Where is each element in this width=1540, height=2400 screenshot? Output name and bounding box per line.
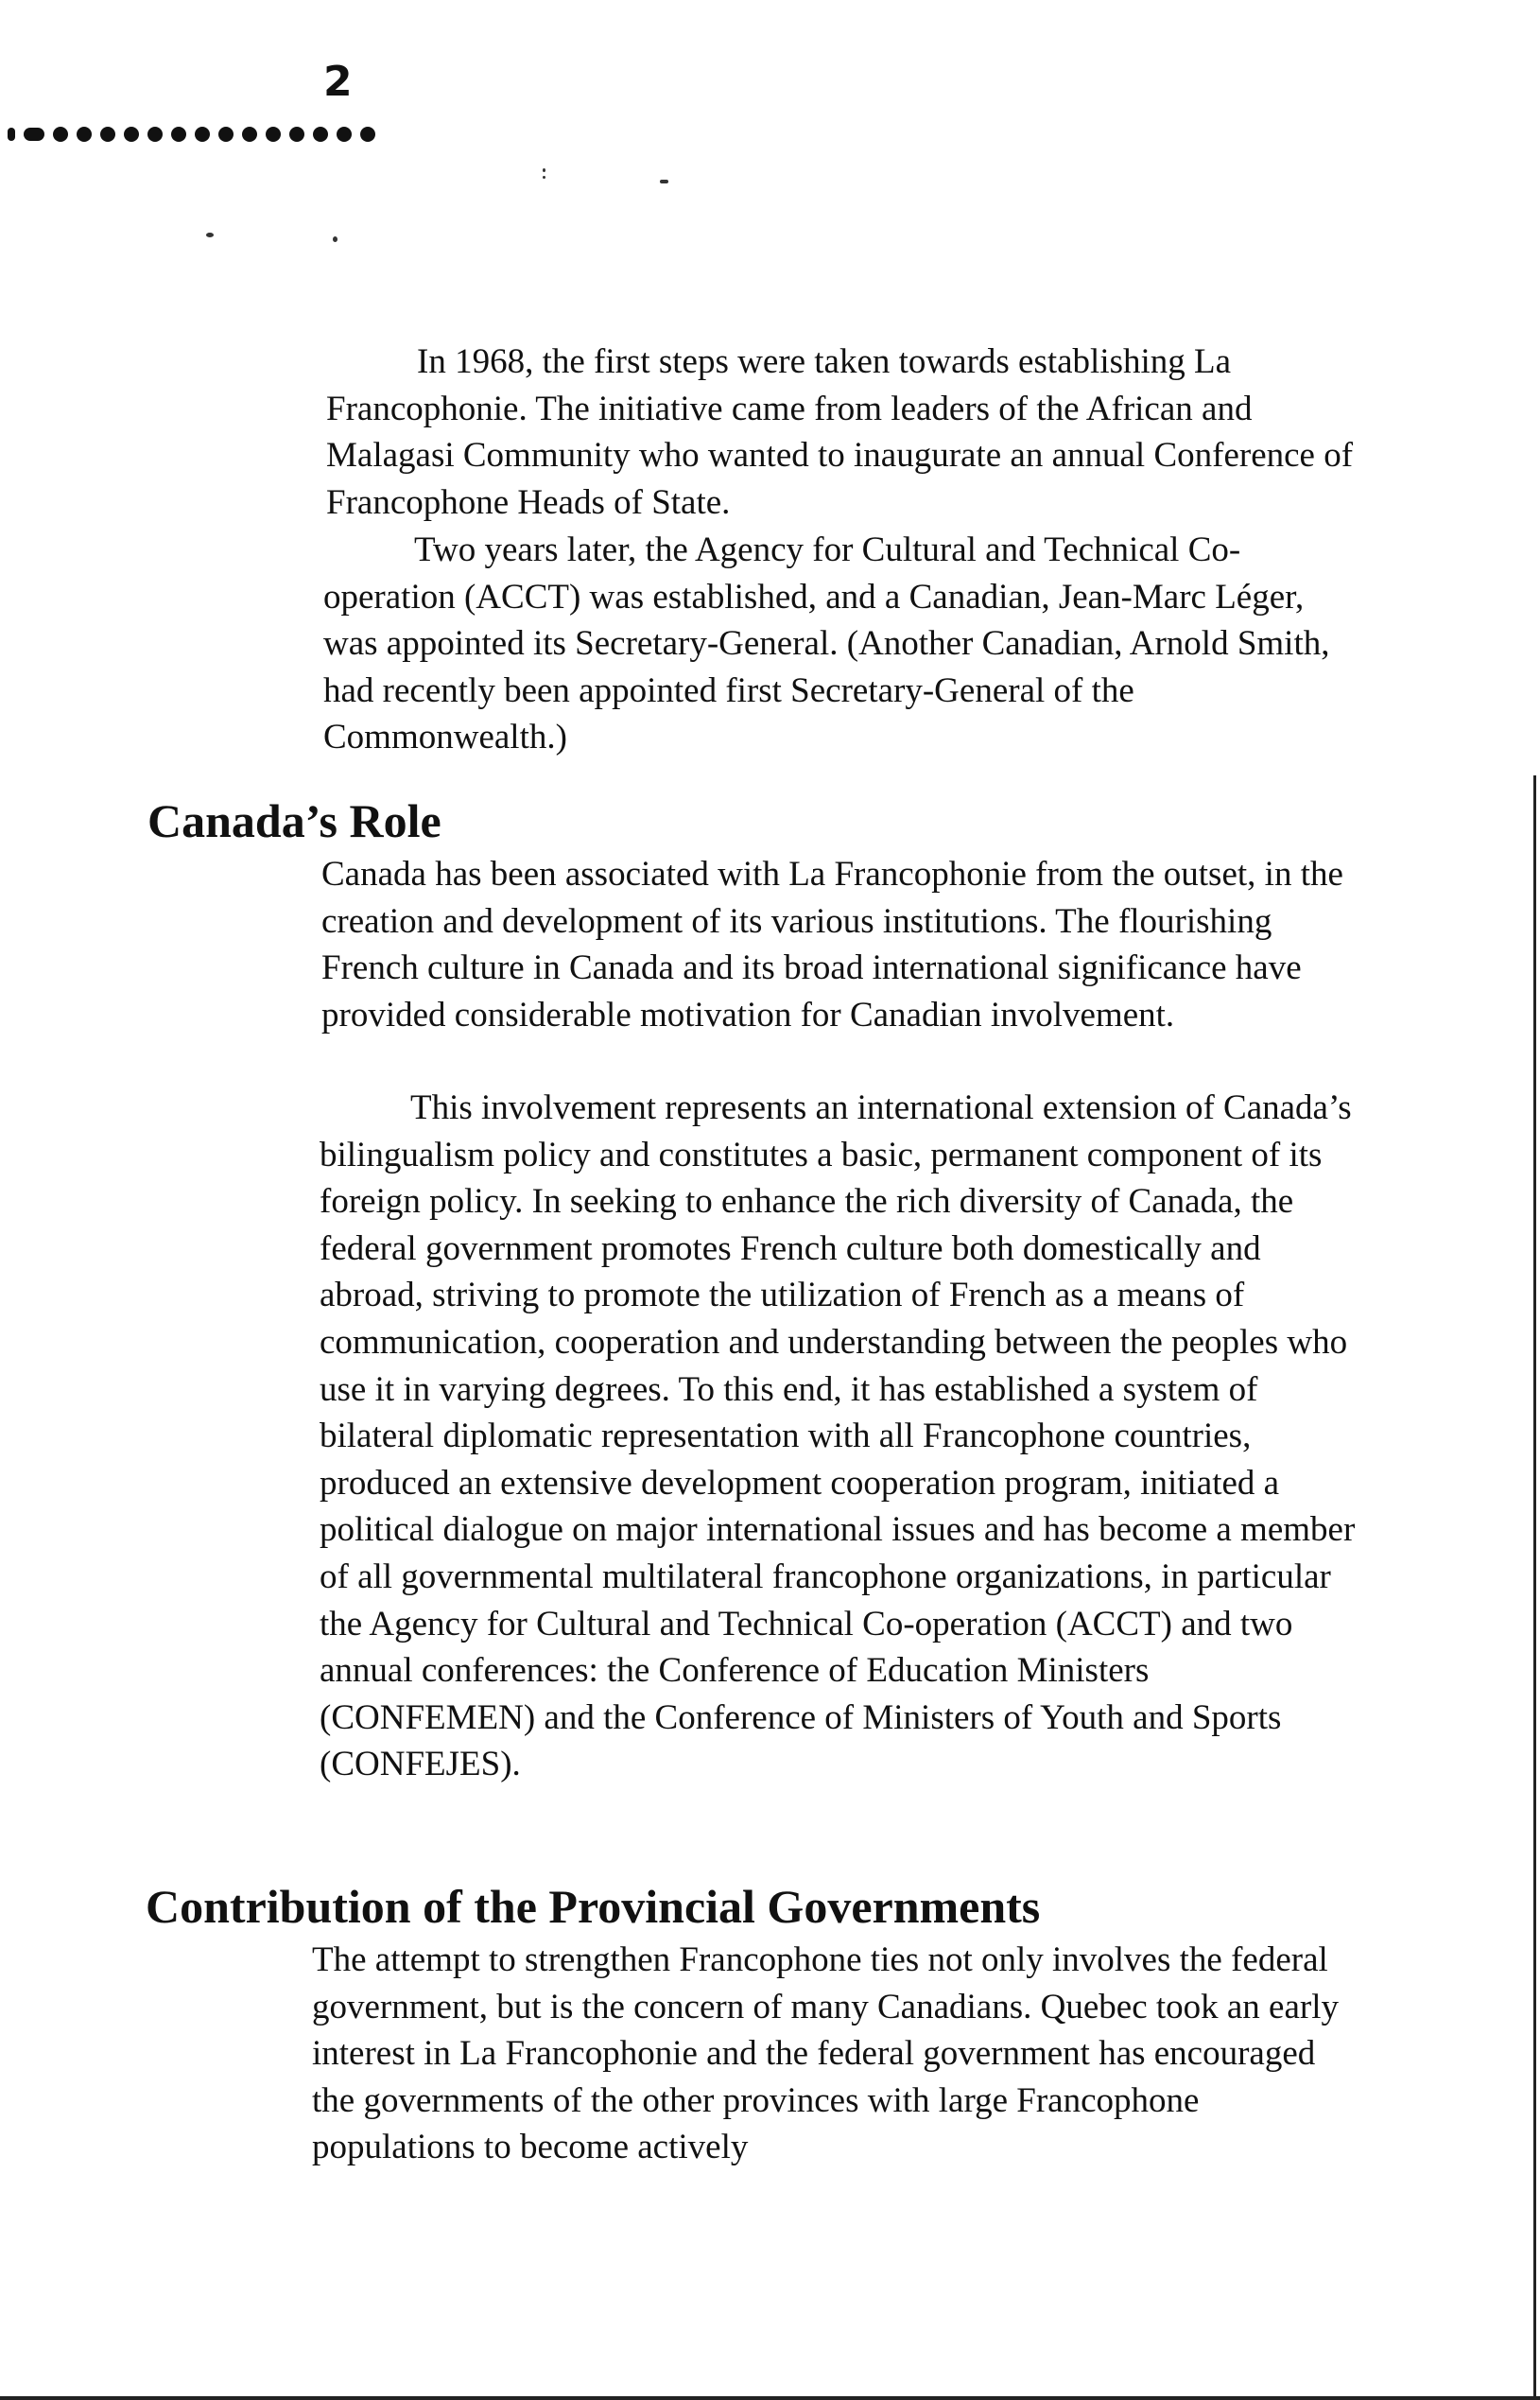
paragraph-text: Two years later, the Agency for Cultural and Technical Co-operation (ACCT) was established, and a Canadian, Jean-Marc Léger, was appointed its Secretary-General. (Another Canadian, Arnold Smith, had recently been appointed first Secretary-General of the Commonwealth.): [323, 530, 1330, 757]
intro-paragraph-2: [323, 527, 1358, 761]
rule-dot: [289, 127, 304, 142]
rule-dot: [242, 127, 257, 142]
section-heading-canadas-role: Canada’s Role: [147, 794, 441, 847]
rule-dot: [266, 127, 281, 142]
rule-dot: [24, 128, 44, 141]
section-heading-provincial-governments: Contribution of the Provincial Governments: [146, 1880, 1041, 1933]
rule-dot: [124, 127, 139, 142]
page-edge-bottom: [0, 2396, 1540, 2400]
rule-dot: [8, 128, 15, 141]
rule-dot: [53, 127, 68, 142]
rule-dot: [147, 127, 163, 142]
paragraph-text: In 1968, the first steps were taken towards establishing La Francophonie. The initiative came from leaders of the African and Malagasi Community who wanted to inaugurate an annual Conference of Francophone Heads of State.: [326, 342, 1354, 522]
paragraph-text: This involvement represents an international extension of Canada’s bilingualism policy and constitutes a basic, permanent component of its foreign policy. In seeking to enhance the rich diversity of Canada, the federal government promotes French culture both domestically and abroad, striving to promote the utilization of French as a means of communication, cooperation and understanding between the peoples who use it in varying degrees. To this end, it has established a system of bilateral diplomatic representation with all Francophone countries, produced an extensive development cooperation program, initiated a political dialogue on major international issues and has become a member of all governmental multilateral francophone organizations, in particular the Agency for Cultural and Technical Co-operation (ACCT) and two annual conferences: the Conference of Education Ministers (CONFEMEN) and the Conference of Ministers of Youth and Sports (CONFEJES).: [320, 1088, 1356, 1784]
rule-dot: [337, 127, 352, 142]
canadas-role-paragraph-2: [320, 1085, 1361, 1788]
intro-paragraph-1: [326, 339, 1358, 526]
scan-speck: [543, 176, 545, 179]
page-edge-right: [1533, 775, 1536, 2400]
rule-dot: [171, 127, 186, 142]
rule-dot: [195, 127, 210, 142]
rule-dot: [77, 127, 92, 142]
provincial-paragraph-1: [312, 1937, 1352, 2171]
rule-dot: [100, 127, 115, 142]
scan-speck: [543, 168, 545, 172]
page-number: 2: [323, 58, 353, 106]
canadas-role-paragraph-1: [321, 851, 1361, 1038]
paragraph-text: The attempt to strengthen Francophone ties not only involves the federal government, but is the concern of many Canadians. Quebec took an early interest in La Francophonie and the federal government has encouraged the governments of the other provinces with large Francophone populations to become actively: [312, 1940, 1340, 2167]
dotted-rule: [8, 127, 375, 142]
scan-speck: [660, 180, 668, 183]
rule-dot: [360, 127, 375, 142]
rule-dot: [313, 127, 328, 142]
scan-speck: [206, 233, 214, 237]
rule-dot: [218, 127, 234, 142]
paragraph-text: Canada has been associated with La Francophonie from the outset, in the creation and development of its various institutions. The flourishing French culture in Canada and its broad international significance have provided considerable motivation for Canadian involvement.: [321, 855, 1343, 1035]
scan-speck: [333, 236, 337, 242]
